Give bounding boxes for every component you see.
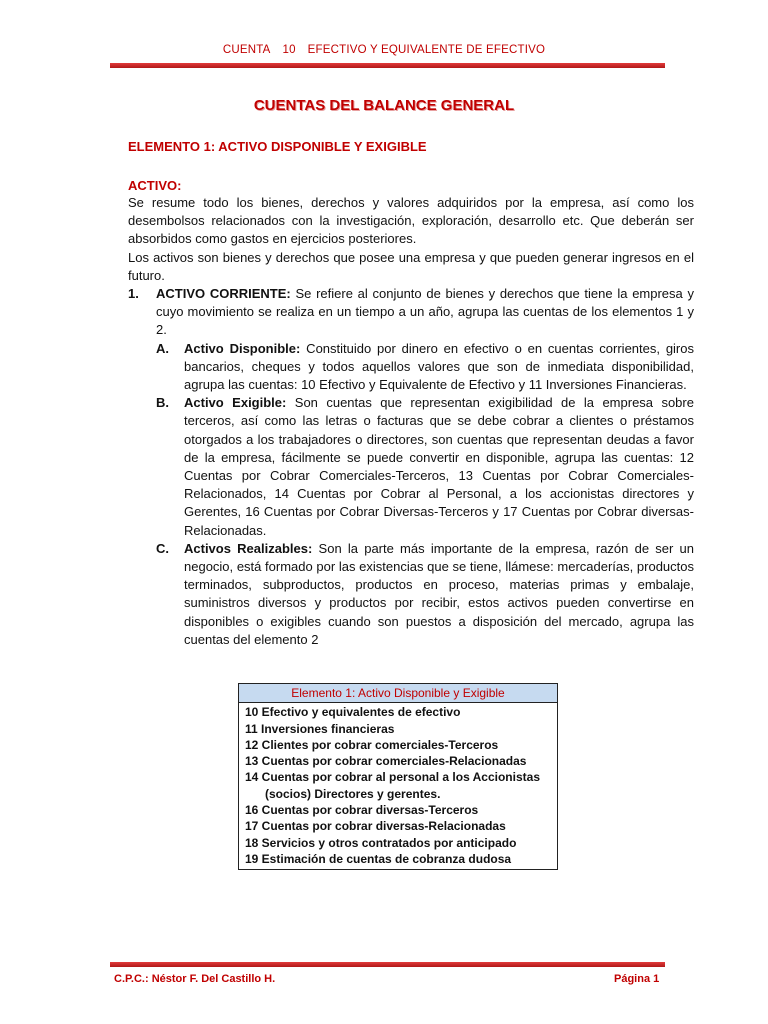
- header-rule: [110, 63, 665, 68]
- sub-text: Constituido por dinero en efectivo o en cuentas corrientes, giros bancarios, cheques y todos aquellos valores que son de inmediata disponibilidad, agrupa las cuentas: 10 Efectivo y Equivalente de Efectivo y 11 Inversiones Financieras.: [184, 340, 694, 393]
- sub-content: [184, 394, 694, 540]
- table-row: 14 Cuentas por cobrar al personal a los Accionistas: [245, 770, 540, 785]
- body-text: [128, 194, 694, 649]
- list-text: Se refiere al conjunto de bienes y derechos que tiene la empresa y cuyo movimiento se realiza en un tiempo a un año, agrupa las cuentas de los elementos 1 y 2.: [156, 286, 694, 338]
- sub-content: [184, 340, 694, 395]
- table-header: Elemento 1: Activo Disponible y Exigible: [239, 684, 557, 703]
- table-body: [239, 703, 557, 869]
- footer-page-number: Página 1: [614, 973, 660, 985]
- sub-term: Activo Exigible:: [184, 395, 287, 411]
- sub-text: Son la parte más importante de la empresa, razón de ser un negocio, está formado por las existencias que se tiene, llámese: mercaderías, productos terminados, subproductos, productos en proceso, materias primas y embalaje, suministros diversos y productos por recibir, estos activos pueden convertirse en disponibles o exigibles cuando son puestos a disposición del mercado, agrupa las cuentas del elemento 2: [184, 540, 695, 647]
- table-row: 16 Cuentas por cobrar diversas-Terceros: [245, 803, 479, 818]
- sub-term: Activo Disponible:: [184, 340, 301, 356]
- sub-term: Activos Realizables:: [184, 540, 313, 556]
- sub-item-activos-realizables: [156, 540, 694, 649]
- sub-item-activo-exigible: [156, 394, 694, 540]
- table-row: 17 Cuentas por cobrar diversas-Relacionadas: [245, 819, 506, 834]
- sub-list: [156, 340, 694, 649]
- header-account-name: EFECTIVO Y EQUIVALENTE DE EFECTIVO: [307, 44, 546, 56]
- sub-content: [184, 540, 694, 649]
- paragraph-1: Se resume todo los bienes, derechos y valores adquiridos por la empresa, así como los desembolsos relacionados con la investigación, exploración, desarrollo etc. Que deberán ser absorbidos como gastos en ejercicios posteriores.: [128, 195, 694, 247]
- list-content: [156, 285, 694, 649]
- table-row: 12 Clientes por cobrar comerciales-Terceros: [245, 737, 499, 752]
- sub-text: Son cuentas que representan exigibilidad de la empresa sobre terceros, así como las letras o facturas que se debe cobrar a clientes o préstamos otorgados a los trabajadores o directores, son cuentas que representan deudas a favor de la empresa, fácilmente se puede convertir en disponible, agrupa las cuentas: 12 Cuentas por Cobrar Comerciales-Terceros, 13 Cuentas por Cobrar Comerciales-Relacionados, 14 Cuentas por Cobrar al Personal, a los accionistas directores y Gerentes, 16 Cuentas por Cobrar Diversas-Terceros y 17 Cuentas por Cobrar diversas-Relacionadas.: [184, 395, 694, 538]
- table-row: 13 Cuentas por cobrar comerciales-Relacionadas: [245, 754, 527, 769]
- sub-item-activo-disponible: [156, 340, 694, 395]
- sub-marker: C.: [156, 540, 169, 556]
- list-item-activo-corriente: [128, 285, 694, 649]
- element-heading: ELEMENTO 1: ACTIVO DISPONIBLE Y EXIGIBLE: [128, 139, 427, 154]
- header-account-number: 10: [282, 44, 296, 56]
- footer-rule: [110, 962, 665, 967]
- table-row: 18 Servicios y otros contratados por anticipado: [245, 835, 517, 850]
- list-marker: 1.: [128, 286, 139, 302]
- paragraph-2: Los activos son bienes y derechos que posee una empresa y que pueden generar ingresos en el futuro.: [128, 249, 694, 283]
- header-text: [0, 44, 768, 56]
- table-row: 10 Efectivo y equivalentes de efectivo: [245, 705, 461, 720]
- list-term: ACTIVO CORRIENTE:: [156, 286, 291, 302]
- header-account-label: CUENTA: [222, 44, 271, 56]
- footer-author: C.P.C.: Néstor F. Del Castillo H.: [114, 973, 276, 985]
- accounts-table: [238, 683, 558, 870]
- sub-marker: B.: [156, 395, 169, 411]
- document-title: CUENTAS DEL BALANCE GENERAL: [253, 97, 515, 114]
- table-row: (socios) Directores y gerentes.: [265, 786, 441, 801]
- sub-marker: A.: [156, 340, 169, 356]
- table-row: 19 Estimación de cuentas de cobranza dudosa: [245, 851, 512, 866]
- table-row: 11 Inversiones financieras: [245, 721, 395, 736]
- section-heading: ACTIVO:: [128, 178, 182, 193]
